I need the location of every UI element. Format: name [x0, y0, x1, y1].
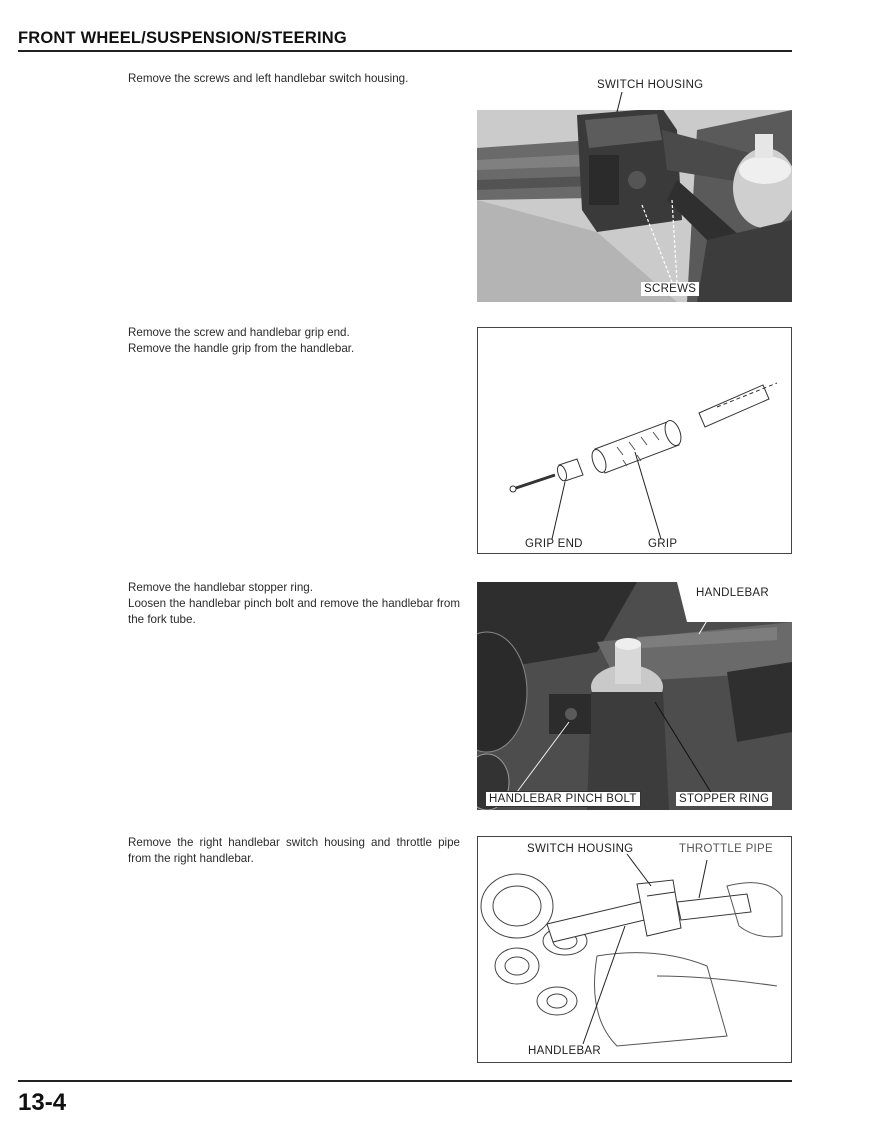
step-2-line-1: Remove the screw and handlebar grip end.: [128, 326, 350, 339]
step-4-line-1: Remove the right handlebar switch housing and throttle pipe from the right handlebar.: [128, 836, 460, 865]
page-number: 13-4: [18, 1089, 67, 1116]
throttle-diagram: [477, 836, 792, 1063]
grip-diagram: [477, 327, 792, 554]
label-handlebar: HANDLEBAR: [693, 586, 772, 600]
footer-rule: [18, 1080, 792, 1082]
figure-throttle-diagram: [477, 836, 792, 1063]
figure-grip-diagram: [477, 327, 792, 554]
label-throttle-pipe: THROTTLE PIPE: [679, 843, 773, 855]
handlebar-photo: [477, 582, 792, 810]
label-stopper-ring: STOPPER RING: [676, 792, 772, 806]
label-grip-end: GRIP END: [525, 538, 583, 550]
step-1-line-1: Remove the screws and left handlebar switch housing.: [128, 72, 409, 85]
switch-housing-photo: [477, 70, 792, 302]
label-handlebar-right: HANDLEBAR: [525, 1044, 604, 1058]
label-switch-housing: SWITCH HOUSING: [597, 79, 704, 91]
header-rule: [18, 50, 792, 52]
step-3-line-2: Loosen the handlebar pinch bolt and remove the handlebar from the fork tube.: [128, 597, 460, 626]
figure-handlebar-photo: [477, 582, 792, 810]
step-4-text: [128, 835, 460, 867]
step-1-text: [128, 71, 460, 87]
label-handlebar-pinch-bolt: HANDLEBAR PINCH BOLT: [485, 791, 641, 807]
label-grip: GRIP: [648, 538, 678, 550]
step-3-text: [128, 580, 460, 628]
label-switch-housing-right: SWITCH HOUSING: [527, 843, 634, 855]
section-title: FRONT WHEEL/SUSPENSION/STEERING: [18, 29, 347, 47]
step-2-text: [128, 325, 460, 357]
label-screws: SCREWS: [641, 282, 699, 296]
step-3-line-1: Remove the handlebar stopper ring.: [128, 581, 313, 594]
figure-switch-housing-photo: [477, 70, 792, 302]
step-2-line-2: Remove the handle grip from the handlebar.: [128, 342, 355, 355]
